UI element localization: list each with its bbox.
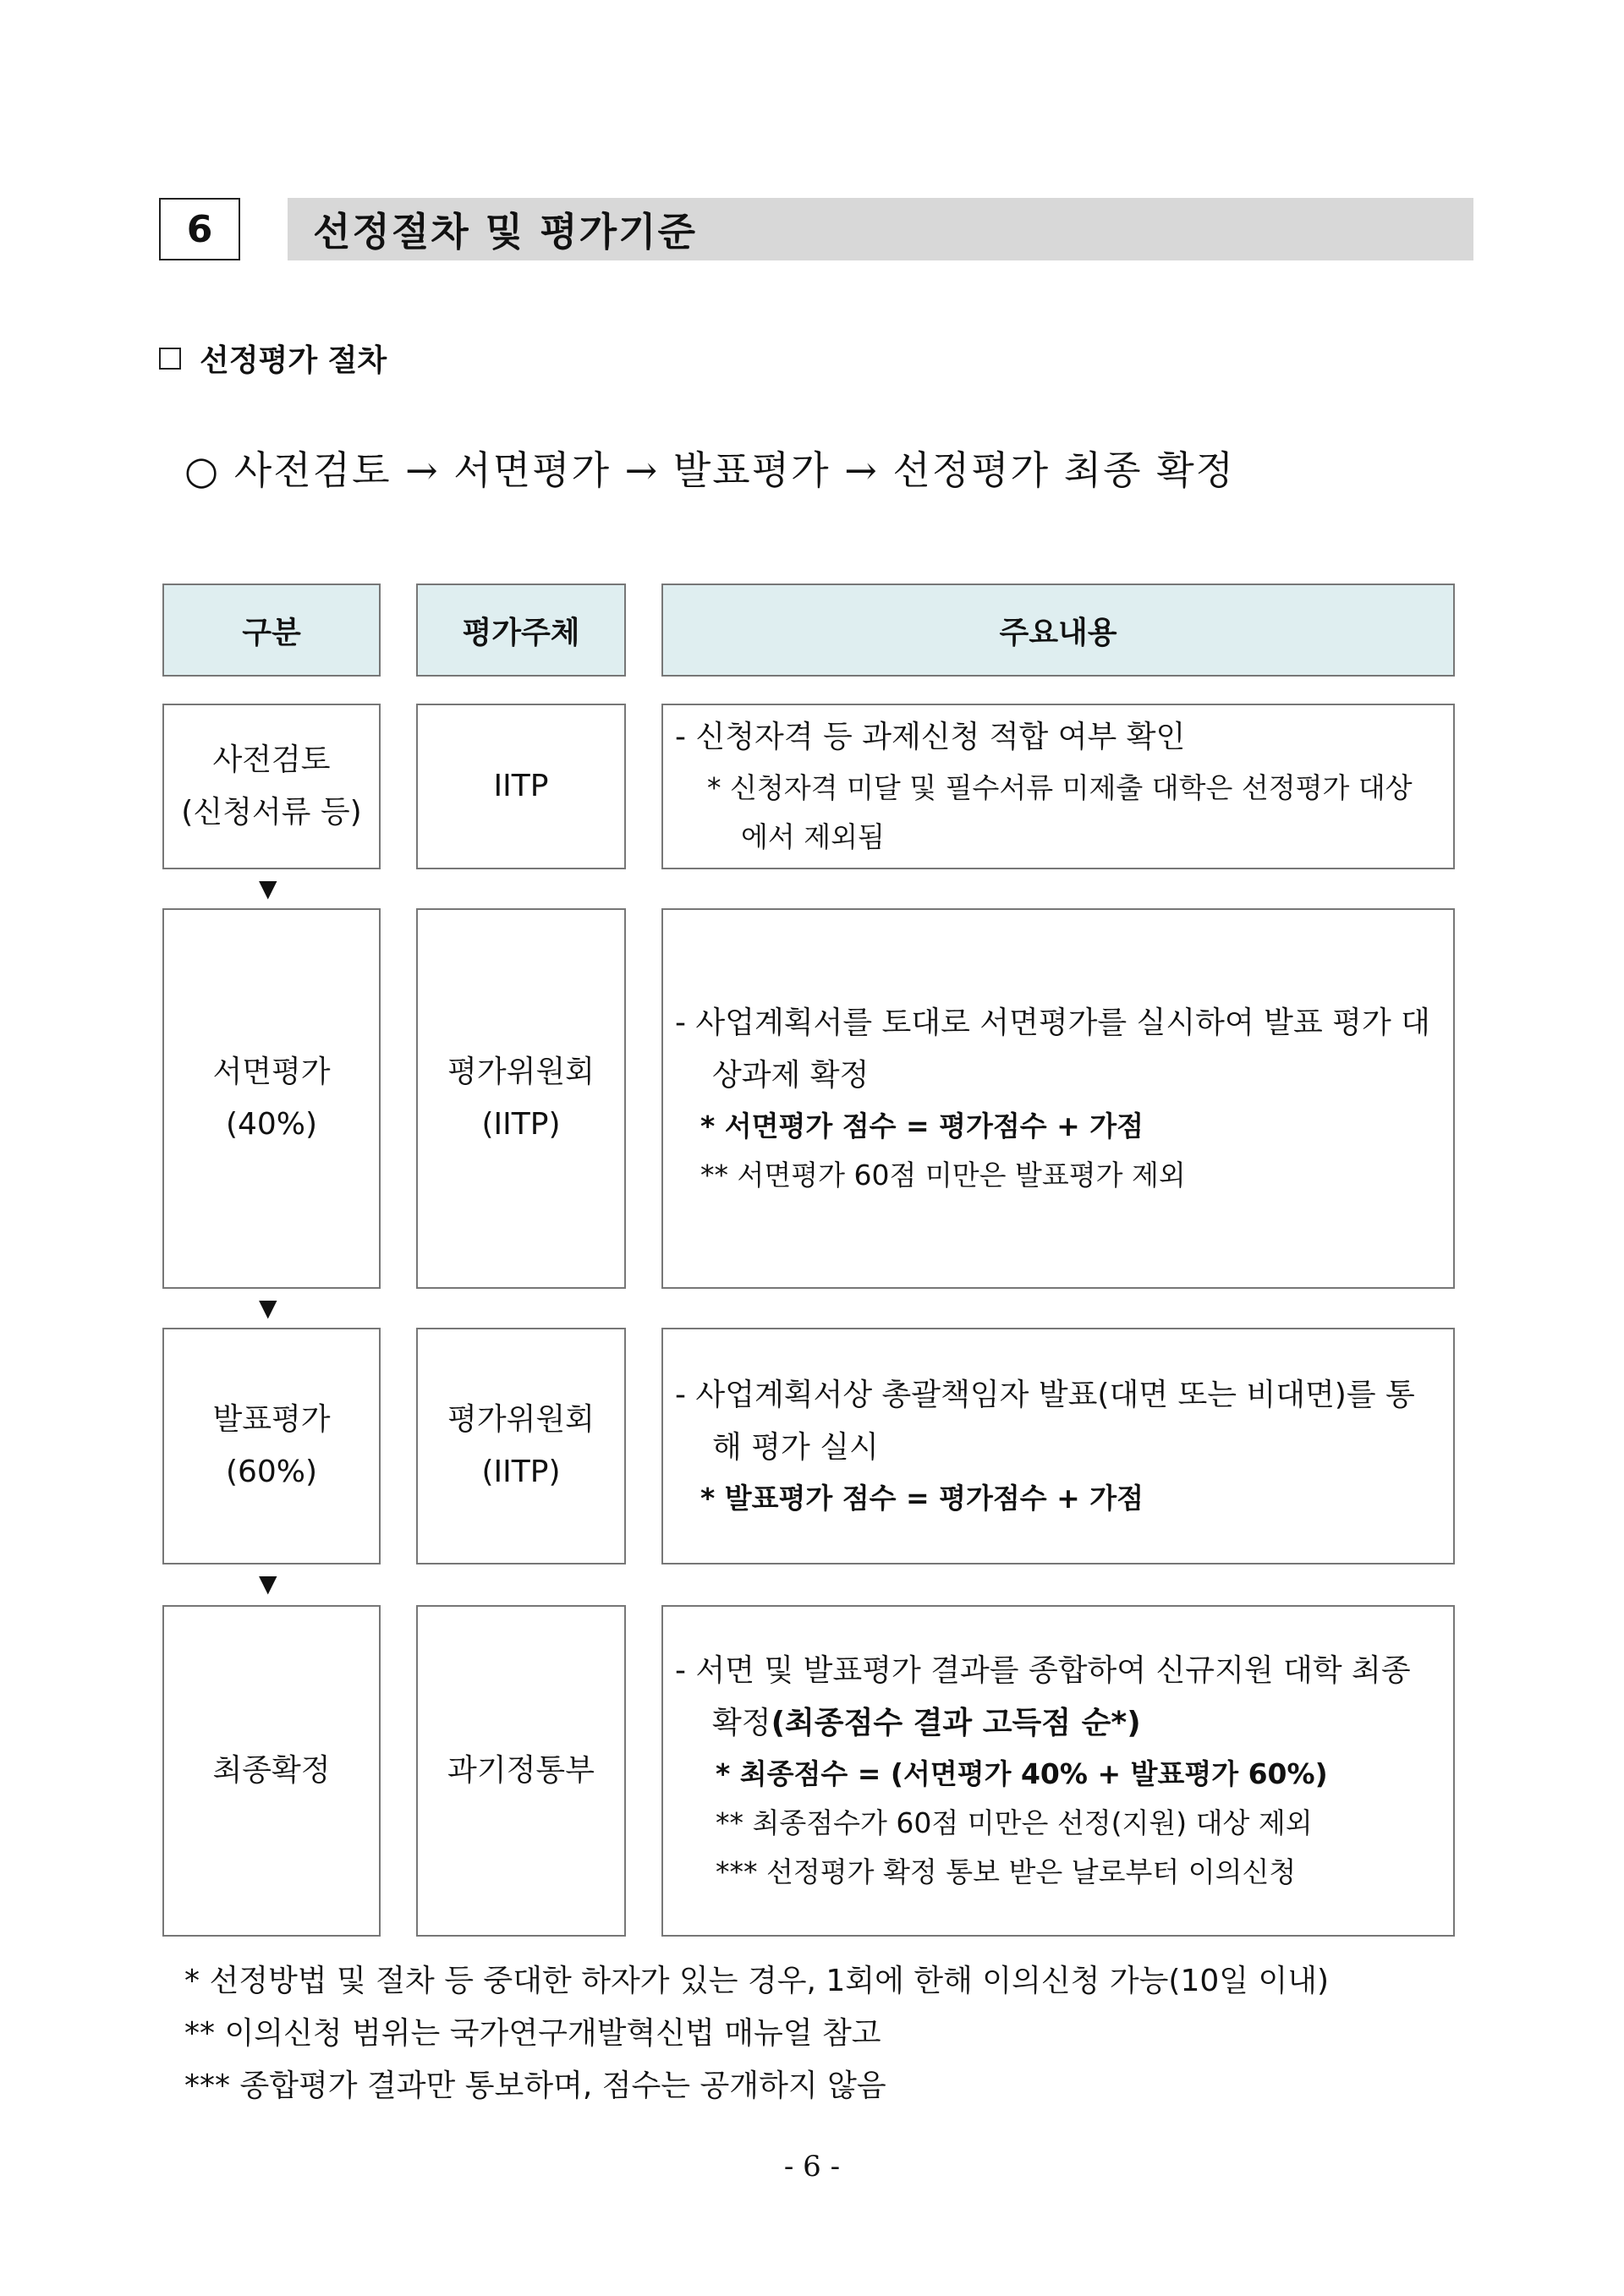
- content-main-bold: (최종점수 결과 고득점 순*): [771, 1706, 1141, 1740]
- checkbox-square-icon: [159, 348, 181, 370]
- evaluator-cell-final: [416, 1605, 626, 1937]
- down-arrow-icon: ▼: [259, 1570, 277, 1597]
- subheading-text: 선정평가 절차: [200, 343, 387, 378]
- content-note: * 신청자격 미달 및 필수서류 미제출 대학은 선정평가 대상에서 제외됨: [707, 771, 1413, 853]
- stage-cell-review: [162, 704, 381, 869]
- subheading: [159, 337, 387, 380]
- content-note: *** 선정평가 확정 통보 받은 날로부터 이의신청: [716, 1855, 1297, 1888]
- header-stage: 구분: [162, 584, 381, 677]
- stage-cell-final: [162, 1605, 381, 1937]
- evaluator-sublabel: (IITP): [481, 1107, 561, 1142]
- content-main: - 사업계획서를 토대로 서면평가를 실시하여 발표 평가 대상과제 확정: [675, 1006, 1430, 1093]
- stage-cell-document: [162, 908, 381, 1289]
- stage-sublabel: (40%): [225, 1107, 318, 1142]
- evaluator-cell-review: [416, 704, 626, 869]
- evaluator-label: IITP: [493, 769, 549, 803]
- evaluator-cell-presentation: [416, 1328, 626, 1564]
- evaluator-cell-document: [416, 908, 626, 1289]
- evaluator-label: 평가위원회: [447, 1055, 595, 1089]
- evaluator-label: 과기정통부: [447, 1753, 595, 1788]
- stage-label: 서면평가: [212, 1055, 331, 1089]
- footnote: * 선정방법 및 절차 등 중대한 하자가 있는 경우, 1회에 한해 이의신청 가능(10일 이내): [184, 1964, 1330, 1998]
- down-arrow-icon: ▼: [259, 1294, 277, 1322]
- content-cell-review: [661, 704, 1455, 869]
- stage-sublabel: (60%): [225, 1455, 318, 1489]
- stage-sublabel: (신청서류 등): [181, 795, 362, 830]
- content-cell-final: [661, 1605, 1455, 1937]
- content-note-bold: * 발표평가 점수 = 평가점수 + 가점: [700, 1482, 1144, 1515]
- section-number: 6: [159, 198, 240, 260]
- content-main: - 신청자격 등 과제신청 적합 여부 확인: [675, 720, 1186, 754]
- stage-cell-presentation: [162, 1328, 381, 1564]
- stage-label: 발표평가: [212, 1402, 331, 1437]
- content-note: ** 최종점수가 60점 미만은 선정(지원) 대상 제외: [716, 1806, 1313, 1839]
- evaluator-sublabel: (IITP): [481, 1455, 561, 1489]
- content-note-bold: * 최종점수 = (서면평가 40% + 발표평가 60%): [716, 1757, 1328, 1790]
- header-content: 주요내용: [661, 584, 1455, 677]
- content-cell-presentation: [661, 1328, 1455, 1564]
- section-title: 선정절차 및 평가기준: [288, 198, 1473, 260]
- process-flow: ○ 사전검토 → 서면평가 → 발표평가 → 선정평가 최종 확정: [184, 447, 1236, 493]
- page-number: - 6 -: [783, 2150, 841, 2184]
- evaluator-label: 평가위원회: [447, 1402, 595, 1437]
- header-evaluator: 평가주체: [416, 584, 626, 677]
- stage-label: 사전검토: [212, 743, 331, 777]
- footnote: *** 종합평가 결과만 통보하며, 점수는 공개하지 않음: [184, 2069, 886, 2103]
- content-main: - 사업계획서상 총괄책임자 발표(대면 또는 비대면)를 통해 평가 실시: [675, 1378, 1415, 1465]
- stage-label: 최종확정: [212, 1753, 331, 1788]
- footnote: ** 이의신청 범위는 국가연구개발혁신법 매뉴얼 참고: [184, 2016, 881, 2051]
- content-note: ** 서면평가 60점 미만은 발표평가 제외: [700, 1159, 1186, 1192]
- content-main-text: - 서면 및 발표평가 결과를 종합하여 신규지원 대학 최종 확정: [675, 1653, 1411, 1740]
- down-arrow-icon: ▼: [259, 874, 277, 902]
- content-cell-document: [661, 908, 1455, 1289]
- content-main: [675, 1645, 1435, 1750]
- content-note-bold: * 서면평가 점수 = 평가점수 + 가점: [700, 1110, 1144, 1143]
